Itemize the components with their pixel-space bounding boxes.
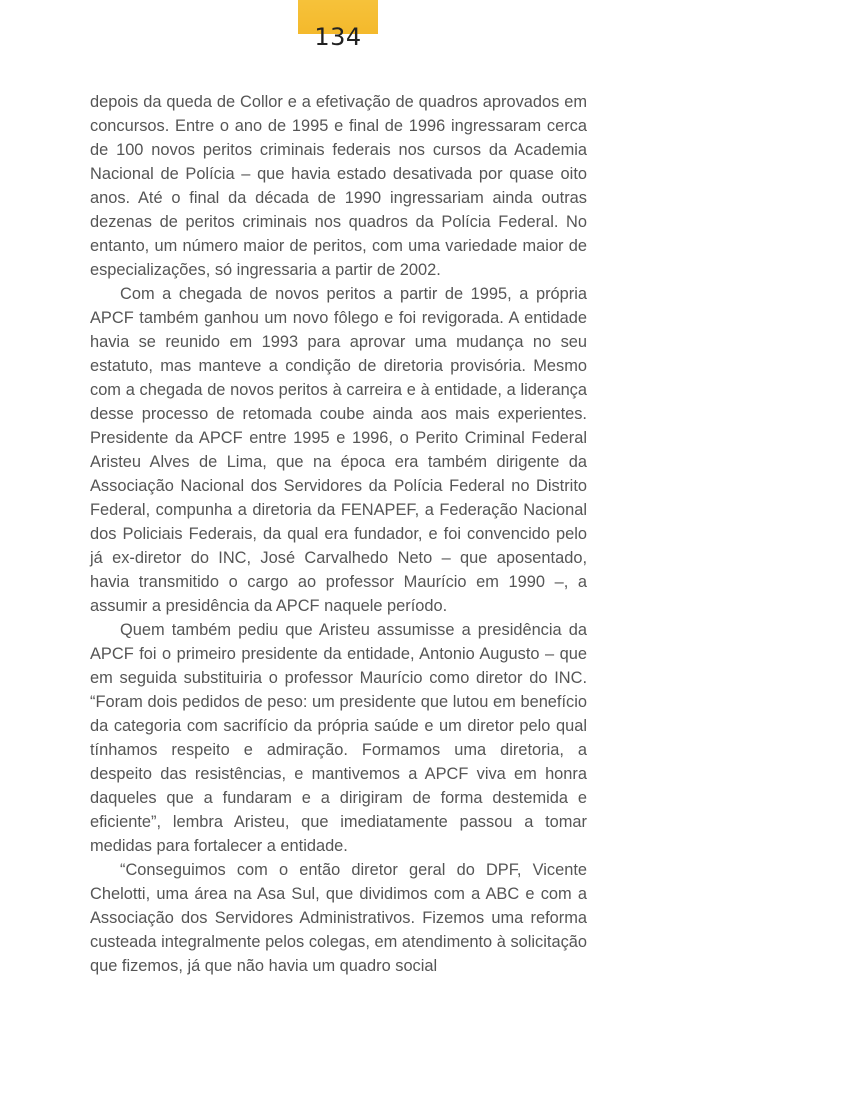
body-text xyxy=(90,90,587,978)
paragraph-2: Com a chegada de novos peritos a partir de 1995, a própria APCF também ganhou um novo fôlego e foi revigorada. A entidade havia se reunido em 1993 para aprovar uma mudança no seu estatuto, mas manteve a condição de diretoria provisória. Mesmo com a chegada de novos peritos à carreira e à entidade, a liderança desse processo de retomada coube ainda aos mais experientes. Presidente da APCF entre 1995 e 1996, o Perito Criminal Federal Aristeu Alves de Lima, que na época era também dirigente da Associação Nacional dos Servidores da Polícia Federal no Distrito Federal, compunha a diretoria da FENAPEF, a Federação Nacional dos Policiais Federais, da qual era fundador, e foi convencido pelo já ex-diretor do INC, José Carvalhedo Neto – que aposentado, havia transmitido o cargo ao professor Maurício em 1990 –, a assumir a presidência da APCF naquele período. xyxy=(90,285,587,615)
paragraph-1: depois da queda de Collor e a efetivação de quadros aprovados em concursos. Entre o ano de 1995 e final de 1996 ingressaram cerca de 100 novos peritos criminais federais nos cursos da Academia Nacional de Polícia – que havia estado desativada por quase oito anos. Até o final da década de 1990 ingressariam ainda outras dezenas de peritos criminais nos quadros da Polícia Federal. No entanto, um número maior de peritos, com uma variedade maior de especializações, só ingressaria a partir de 2002. xyxy=(90,93,587,279)
paragraph-4: “Conseguimos com o então diretor geral do DPF, Vicente Chelotti, uma área na Asa Sul, que dividimos com a ABC e com a Associação dos Servidores Administrativos. Fizemos uma reforma custeada integralmente pelos colegas, em atendimento à solicitação que fizemos, já que não havia um quadro social xyxy=(90,861,587,975)
paragraph-3: Quem também pediu que Aristeu assumisse a presidência da APCF foi o primeiro presidente da entidade, Antonio Augusto – que em seguida substituiria o professor Maurício como diretor do INC. “Foram dois pedidos de peso: um presidente que lutou em benefício da categoria com sacrifício da própria saúde e um diretor pelo qual tínhamos respeito e admiração. Formamos uma diretoria, a despeito das resistências, e mantivemos a APCF viva em honra daqueles que a fundaram e a dirigiram de forma destemida e eficiente”, lembra Aristeu, que imediatamente passou a tomar medidas para fortalecer a entidade. xyxy=(90,621,587,855)
page-number: 134 xyxy=(314,23,362,51)
